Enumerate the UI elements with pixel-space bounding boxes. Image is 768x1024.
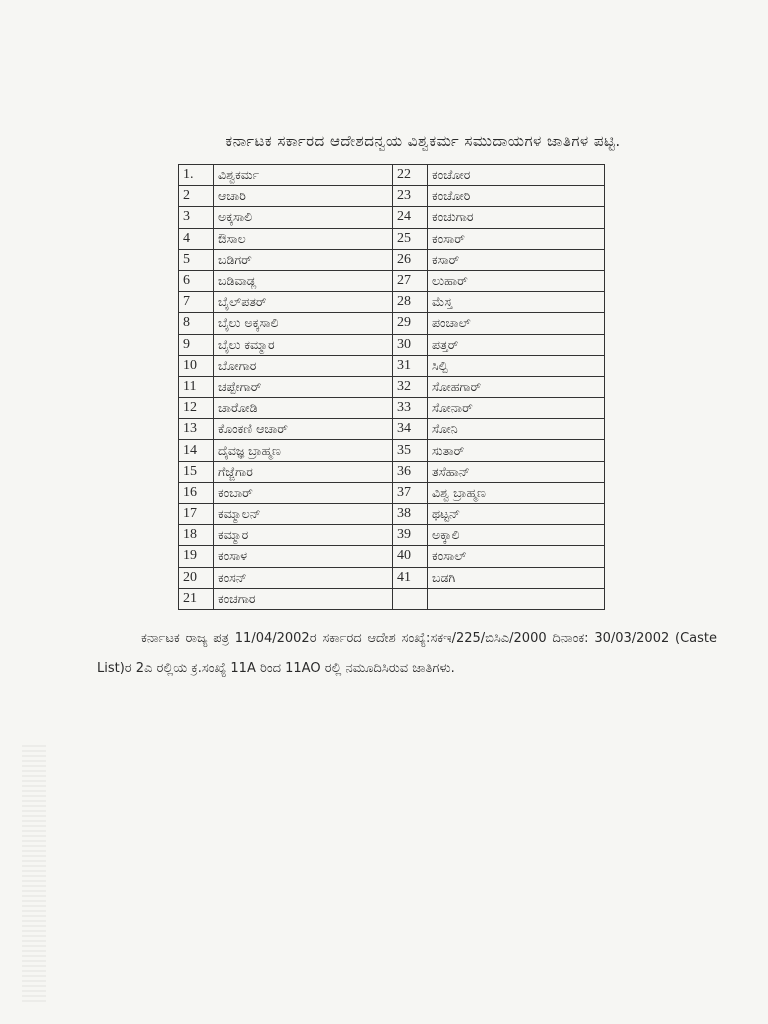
serial-number: 31 bbox=[393, 355, 428, 376]
serial-number: 20 bbox=[179, 567, 214, 588]
table-row bbox=[179, 270, 605, 291]
table-row bbox=[179, 504, 605, 525]
serial-number: 39 bbox=[393, 525, 428, 546]
caste-name: ಗೆಜ್ಜೆಗಾರ bbox=[214, 461, 393, 482]
caste-name: ಚಪ್ಪೇಗಾರ್ bbox=[214, 376, 393, 397]
serial-number: 17 bbox=[179, 504, 214, 525]
serial-number: 25 bbox=[393, 228, 428, 249]
table-row bbox=[179, 440, 605, 461]
serial-number: 21 bbox=[179, 588, 214, 609]
table-row bbox=[179, 334, 605, 355]
caste-name: ಕಮ್ಮಾರ bbox=[214, 525, 393, 546]
serial-number: 5 bbox=[179, 249, 214, 270]
serial-number: 37 bbox=[393, 482, 428, 503]
footer-note bbox=[97, 624, 717, 684]
serial-number: 3 bbox=[179, 207, 214, 228]
serial-number: 34 bbox=[393, 419, 428, 440]
footer-note-text: ಕರ್ನಾಟಕ ರಾಜ್ಯ ಪತ್ರ 11/04/2002ರ ಸರ್ಕಾರದ ಆದೇಶ ಸಂಖ್ಯೆ:ಸಕಇ/225/ಬಿಸಿಎ/2000 ದಿನಾಂಕ: 30/03/2002 (Caste List)ರ 2ಎ ರಲ್ಲಿಯ ಕ್ರ.ಸಂಖ್ಯೆ 11A ರಿಂದ 11AO ರಲ್ಲಿ ನಮೂದಿಸಿರುವ ಜಾತಿಗಳು. bbox=[97, 631, 717, 676]
caste-name: ಕಸಾರ್ bbox=[428, 249, 605, 270]
serial-number: 15 bbox=[179, 461, 214, 482]
caste-name: ಕಂಚೋರ bbox=[428, 165, 605, 186]
table-row bbox=[179, 165, 605, 186]
caste-name: ಬೈಲು ಅಕ್ಕಸಾಲಿ bbox=[214, 313, 393, 334]
caste-name: ಬೋಗಾರ bbox=[214, 355, 393, 376]
table-row bbox=[179, 588, 605, 609]
table-row bbox=[179, 249, 605, 270]
serial-number: 22 bbox=[393, 165, 428, 186]
serial-number: 29 bbox=[393, 313, 428, 334]
table-row bbox=[179, 292, 605, 313]
serial-number bbox=[393, 588, 428, 609]
caste-name: ಸೋನಿ bbox=[428, 419, 605, 440]
table-row bbox=[179, 482, 605, 503]
serial-number: 13 bbox=[179, 419, 214, 440]
caste-name: ದೈವಜ್ಞ ಬ್ರಾಹ್ಮಣ bbox=[214, 440, 393, 461]
caste-name: ಬಡಿವಾಡ್ಲ bbox=[214, 270, 393, 291]
caste-name: ವಿಶ್ವ ಬ್ರಾಹ್ಮಣ bbox=[428, 482, 605, 503]
serial-number: 26 bbox=[393, 249, 428, 270]
serial-number: 41 bbox=[393, 567, 428, 588]
caste-name: ಅಕ್ಕಾಲಿ bbox=[428, 525, 605, 546]
table-row bbox=[179, 567, 605, 588]
caste-name: ಅಕ್ಕಸಾಲಿ bbox=[214, 207, 393, 228]
caste-name: ಥಟ್ಟನ್ bbox=[428, 504, 605, 525]
table-row bbox=[179, 461, 605, 482]
serial-number: 12 bbox=[179, 398, 214, 419]
caste-name: ಬೈಲ್‌ಪತರ್ bbox=[214, 292, 393, 313]
caste-name: ಸೋನಾರ್ bbox=[428, 398, 605, 419]
serial-number: 8 bbox=[179, 313, 214, 334]
caste-name: ಬಡಿಗರ್ bbox=[214, 249, 393, 270]
serial-number: 16 bbox=[179, 482, 214, 503]
serial-number: 10 bbox=[179, 355, 214, 376]
caste-name: ಕಂಸಾರ್ bbox=[428, 228, 605, 249]
table-row bbox=[179, 186, 605, 207]
serial-number: 9 bbox=[179, 334, 214, 355]
caste-name: ಕಮ್ಮಾಲನ್ bbox=[214, 504, 393, 525]
serial-number: 38 bbox=[393, 504, 428, 525]
serial-number: 11 bbox=[179, 376, 214, 397]
table-row bbox=[179, 546, 605, 567]
document-title: ಕರ್ನಾಟಕ ಸರ್ಕಾರದ ಆದೇಶದನ್ವಯ ವಿಶ್ವಕರ್ಮ ಸಮುದಾಯಗಳ ಜಾತಿಗಳ ಪಟ್ಟಿ. bbox=[225, 132, 621, 150]
serial-number: 14 bbox=[179, 440, 214, 461]
table-row bbox=[179, 355, 605, 376]
caste-name: ಕಂಬಾರ್ bbox=[214, 482, 393, 503]
caste-name: ಕಂಸನ್ bbox=[214, 567, 393, 588]
caste-name: ಕಂಚುಗಾರ bbox=[428, 207, 605, 228]
serial-number: 2 bbox=[179, 186, 214, 207]
caste-name: ಬಡಗಿ bbox=[428, 567, 605, 588]
caste-name bbox=[428, 588, 605, 609]
serial-number: 18 bbox=[179, 525, 214, 546]
caste-name: ಚಾರೋಡಿ bbox=[214, 398, 393, 419]
serial-number: 40 bbox=[393, 546, 428, 567]
caste-name: ಸುತಾರ್ bbox=[428, 440, 605, 461]
caste-name: ಸೋಹಗಾರ್ bbox=[428, 376, 605, 397]
caste-name: ಆಚಾರಿ bbox=[214, 186, 393, 207]
serial-number: 36 bbox=[393, 461, 428, 482]
serial-number: 1. bbox=[179, 165, 214, 186]
caste-name: ಸಿಲ್ಪಿ bbox=[428, 355, 605, 376]
caste-name: ಔಸಾಲ bbox=[214, 228, 393, 249]
serial-number: 28 bbox=[393, 292, 428, 313]
serial-number: 33 bbox=[393, 398, 428, 419]
caste-name: ಮೆಸ್ತ bbox=[428, 292, 605, 313]
caste-name: ಕಂಚಗಾರ bbox=[214, 588, 393, 609]
caste-name: ತಸೆಹಾನ್ bbox=[428, 461, 605, 482]
serial-number: 19 bbox=[179, 546, 214, 567]
table-row bbox=[179, 525, 605, 546]
serial-number: 32 bbox=[393, 376, 428, 397]
serial-number: 35 bbox=[393, 440, 428, 461]
caste-name: ಕಂಸಾಲ್ bbox=[428, 546, 605, 567]
caste-name: ಲುಹಾರ್ bbox=[428, 270, 605, 291]
serial-number: 23 bbox=[393, 186, 428, 207]
table-row bbox=[179, 228, 605, 249]
caste-name: ಕಂಚೋರಿ bbox=[428, 186, 605, 207]
caste-list-table bbox=[178, 164, 605, 610]
serial-number: 4 bbox=[179, 228, 214, 249]
table-row bbox=[179, 207, 605, 228]
caste-name: ಪತ್ತರ್ bbox=[428, 334, 605, 355]
table-row bbox=[179, 313, 605, 334]
serial-number: 30 bbox=[393, 334, 428, 355]
caste-name: ಕೊಂಕಣಿ ಆಚಾರ್ bbox=[214, 419, 393, 440]
caste-name: ಬೈಲು ಕಮ್ಮಾರ bbox=[214, 334, 393, 355]
table-row bbox=[179, 419, 605, 440]
caste-name: ವಿಶ್ವಕರ್ಮ bbox=[214, 165, 393, 186]
serial-number: 24 bbox=[393, 207, 428, 228]
scan-noise bbox=[22, 745, 46, 1005]
caste-name: ಪಂಚಾಲ್ bbox=[428, 313, 605, 334]
table-row bbox=[179, 398, 605, 419]
serial-number: 27 bbox=[393, 270, 428, 291]
caste-name: ಕಂಸಾಳ bbox=[214, 546, 393, 567]
serial-number: 6 bbox=[179, 270, 214, 291]
serial-number: 7 bbox=[179, 292, 214, 313]
table-row bbox=[179, 376, 605, 397]
